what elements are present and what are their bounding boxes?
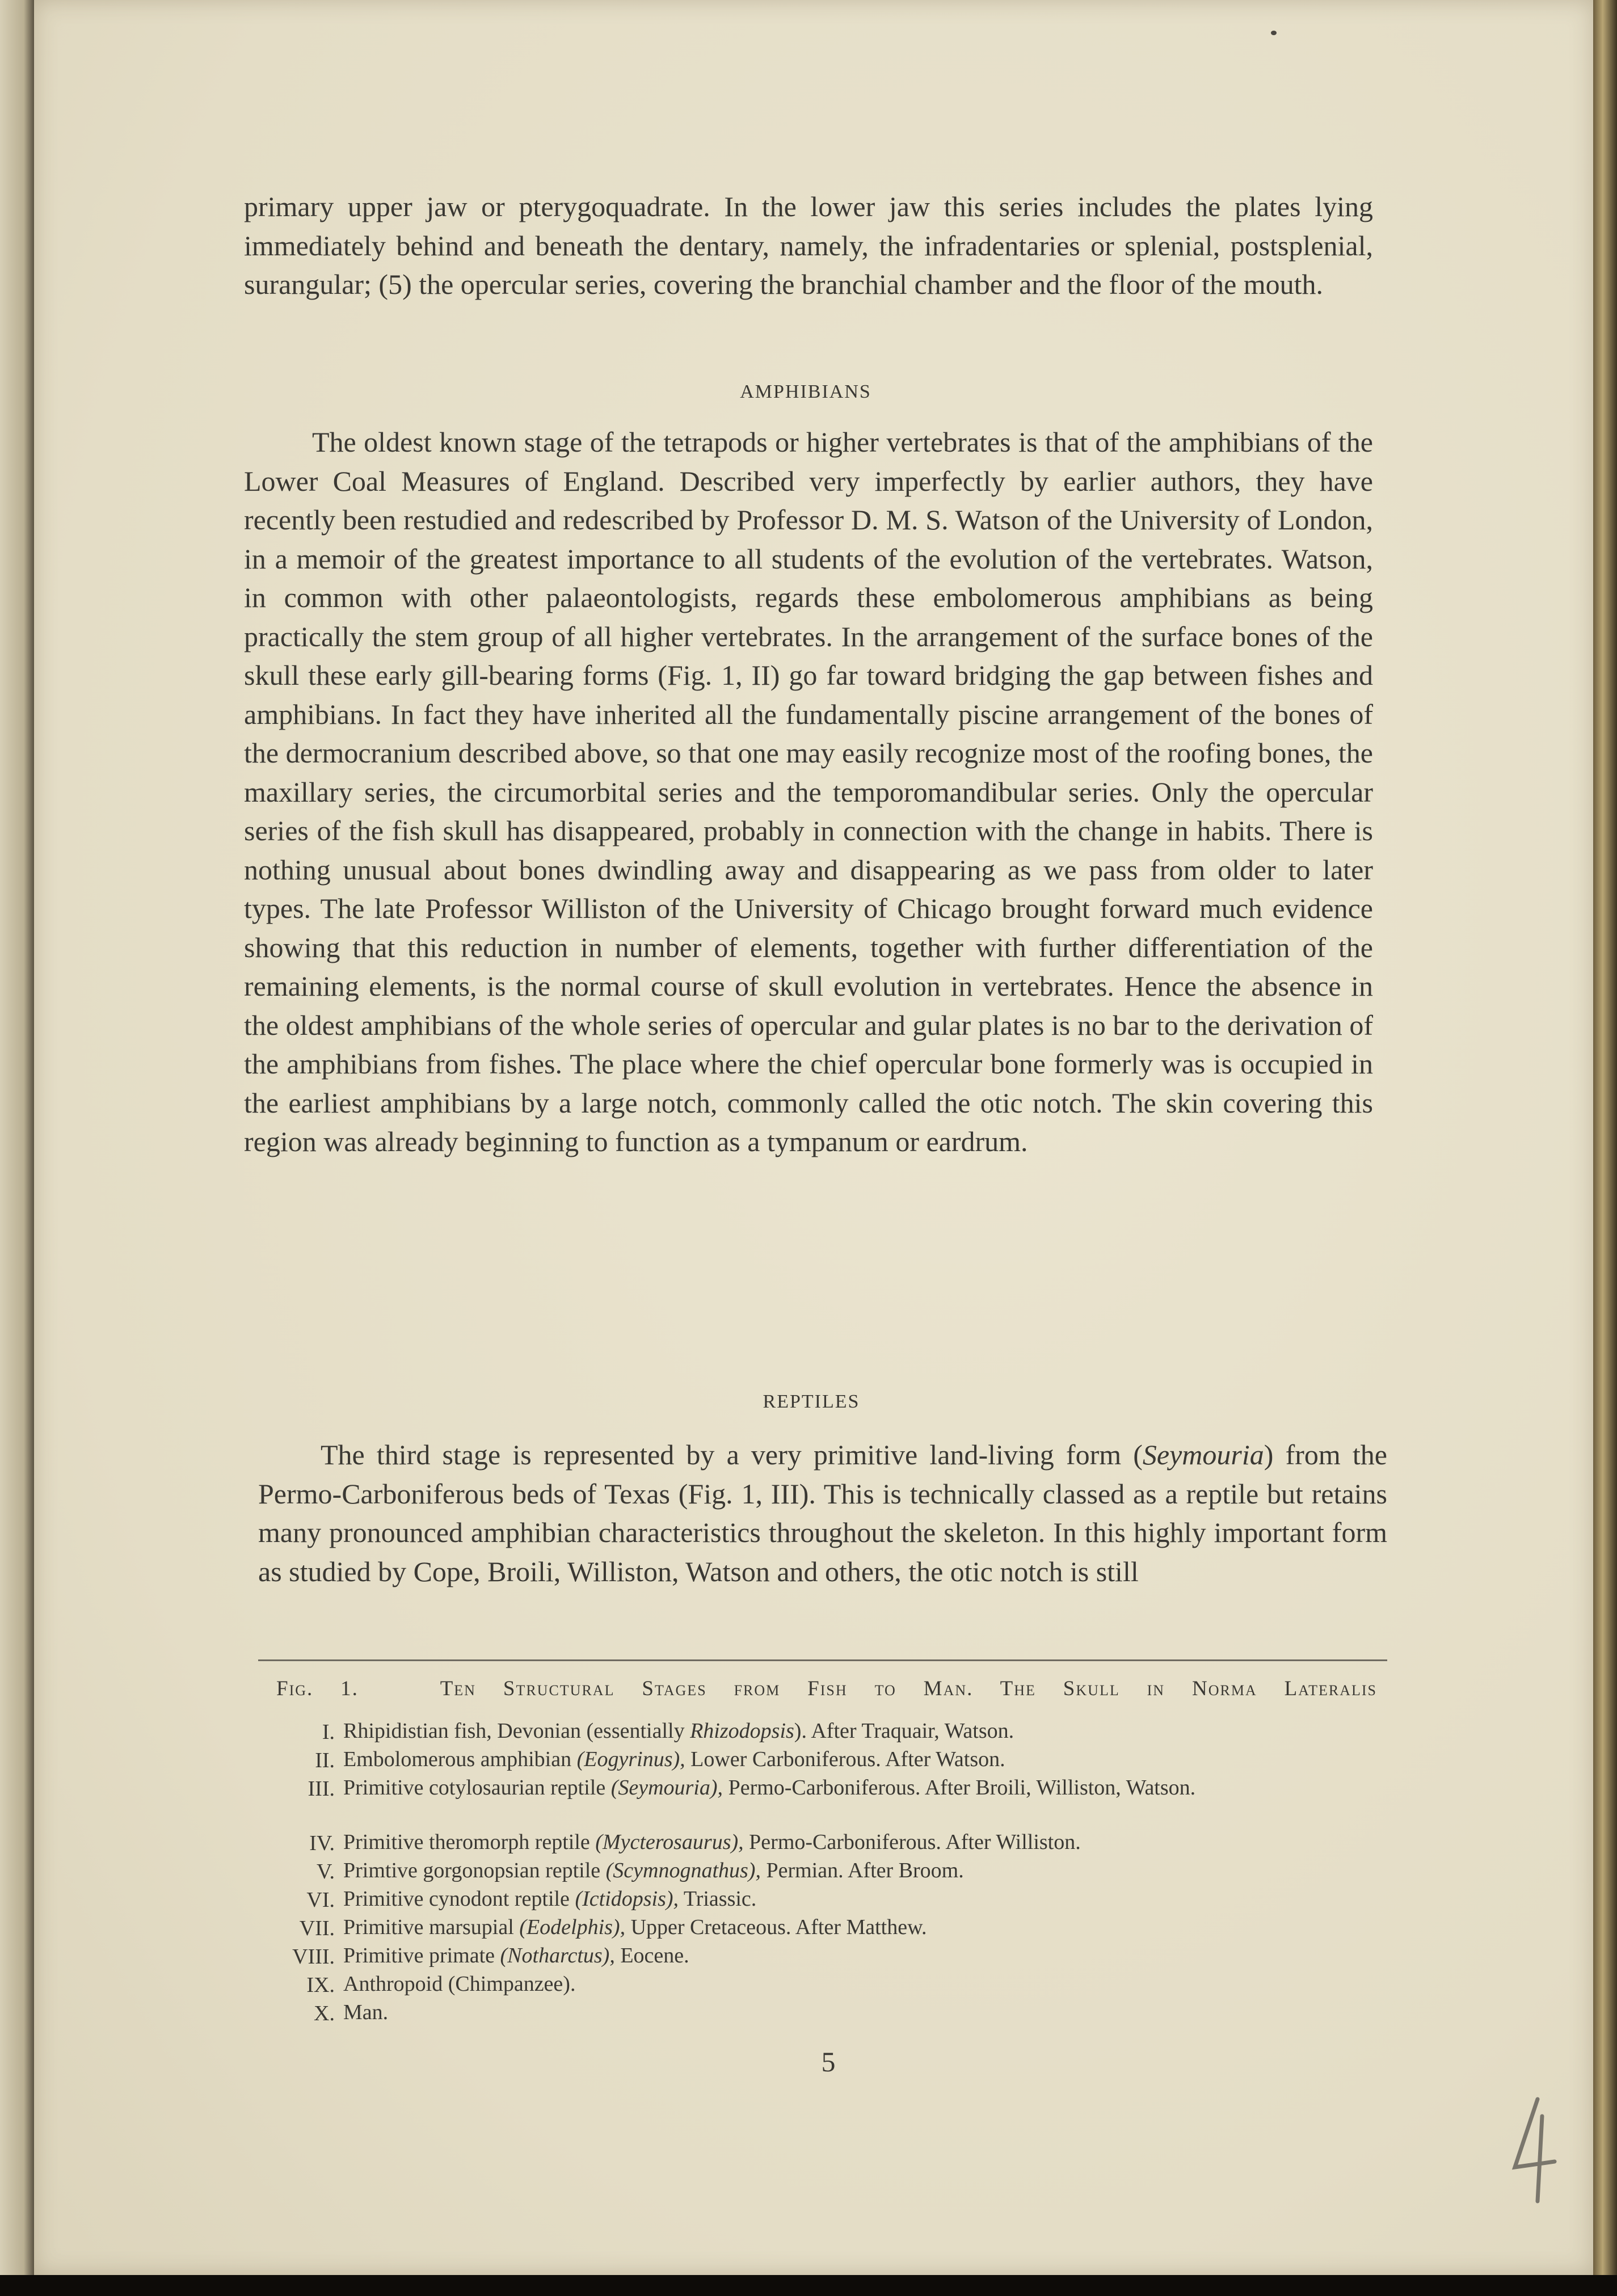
figure-item bbox=[250, 1914, 1407, 1943]
figure-item-number: I. bbox=[322, 1720, 335, 1744]
figure-item-number: X. bbox=[314, 2002, 335, 2025]
figure-list bbox=[250, 1718, 1407, 2028]
heading-reptiles: REPTILES bbox=[763, 1391, 860, 1412]
figure-item bbox=[250, 1999, 1407, 2028]
figure-item bbox=[250, 1886, 1407, 1914]
figure-item bbox=[250, 1943, 1407, 1971]
figure-item-text: Primtive gorgonopsian reptile (Scymnognathus), Permian. After Broom. bbox=[343, 1859, 964, 1882]
figure-item-number: IV. bbox=[309, 1831, 335, 1855]
paragraph-top: primary upper jaw or pterygoquadrate. In the lower jaw this series includes the plates lying immediately behind and beneath the dentary, namely, the infradentaries or splenial, postsplenial, surangular; (5) the opercular series, covering the branchial chamber and the floor of the mouth. bbox=[244, 191, 1373, 300]
figure-label: Fig. 1. bbox=[276, 1677, 359, 1700]
figure-item-number: VI. bbox=[306, 1888, 335, 1912]
figure-item-number: II. bbox=[315, 1749, 335, 1772]
handwritten-pencil-mark bbox=[1498, 2093, 1566, 2207]
page-bottom-edge bbox=[0, 2275, 1617, 2296]
figure-item bbox=[250, 1971, 1407, 1999]
figure-item-number: IX. bbox=[306, 1973, 335, 1997]
figure-item bbox=[250, 1829, 1407, 1857]
paragraph-amphibians: The oldest known stage of the tetrapods or higher vertebrates is that of the amphibians of the Lower Coal Measures of England. Described very imperfectly by earlier authors, they have recently been restudied and redescribed by Professor D. M. S. Watson of the University of London, in a memoir of the greatest importance to all students of the evolution of the vertebrates. Watson, in common with other palaeontologists, regards these embolomerous amphibians as being practically the stem group of all higher vertebrates. In the arrangement of the surface bones of the skull these early gill-bearing forms (Fig. 1, II) go far toward bridging the gap between fishes and amphibians. In fact they have inherited all the fundamentally piscine arrangement of the bones of the dermocranium described above, so that one may easily recognize most of the roofing bones, the maxillary series, the circumorbital series and the temporomandibular series. Only the opercular series of the fish skull has disappeared, probably in connection with the change in habits. There is nothing unusual about bones dwindling away and disappearing as we pass from older to later types. The late Professor Williston of the University of Chicago brought forward much evidence showing that this reduction in number of elements, together with further differentiation of the remaining elements, is the normal course of skull evolution in vertebrates. Hence the absence in the oldest amphibians of the whole series of opercular and gular plates is no bar to the derivation of the amphibians from fishes. The place where the chief opercular bone formerly was is occupied in the earliest amphibians by a large notch, commonly called the otic notch. The skin covering this region was already beginning to function as a tympanum or eardrum. bbox=[244, 426, 1373, 1157]
page-right-edge bbox=[1593, 0, 1617, 2296]
footnote-rule bbox=[258, 1659, 1387, 1661]
figure-item-text: Man. bbox=[343, 2000, 389, 2024]
paragraph-reptiles-before: The third stage is represented by a very primitive land-living form ( bbox=[321, 1439, 1143, 1471]
book-spine-shadow bbox=[0, 0, 34, 2275]
figure-item-number: III. bbox=[308, 1777, 335, 1801]
figure-item-text: Primitive primate (Notharctus), Eocene. bbox=[343, 1944, 689, 1968]
figure-item-text: Primitive theromorph reptile (Mycterosaurus), Permo-Carboniferous. After Williston. bbox=[343, 1830, 1081, 1854]
page-number: 5 bbox=[821, 2046, 836, 2078]
figure-item-text: Embolomerous amphibian (Eogyrinus), Lower Carboniferous. After Watson. bbox=[343, 1747, 1005, 1771]
figure-item bbox=[250, 1718, 1407, 1746]
figure-item-number: VIII. bbox=[292, 1945, 335, 1969]
figure-item-text: Primitive cotylosaurian reptile (Seymouria), Permo-Carboniferous. After Broili, Williston, Watson. bbox=[343, 1776, 1196, 1800]
figure-title: Ten Structural Stages from Fish to Man. The Skull in Norma Lateralis bbox=[440, 1677, 1378, 1700]
heading-amphibians: AMPHIBIANS bbox=[740, 381, 871, 402]
paragraph-reptiles-after: ) from the Permo-Carboniferous beds of Texas (Fig. 1, III). This is technically classed as a reptile but retains many pronounced amphibian characteristics throughout the skeleton. In this highly important form as studied by Cope, Broili, Williston, Watson and others, the otic notch is still bbox=[258, 1439, 1387, 1587]
paragraph-reptiles bbox=[258, 1435, 1387, 1591]
genus-seymouria: Seymouria bbox=[1142, 1439, 1264, 1471]
figure-item-number: VII. bbox=[299, 1916, 335, 1940]
figure-item bbox=[250, 1775, 1407, 1829]
figure-caption bbox=[276, 1676, 1377, 1701]
figure-item-number: V. bbox=[316, 1860, 335, 1884]
figure-item-text: Primitive cynodont reptile (Ictidopsis), Triassic. bbox=[343, 1887, 757, 1911]
figure-item bbox=[250, 1857, 1407, 1886]
figure-item-text: Anthropoid (Chimpanzee). bbox=[343, 1972, 576, 1996]
figure-item bbox=[250, 1746, 1407, 1775]
figure-item-text: Primitive marsupial (Eodelphis), Upper Cretaceous. After Matthew. bbox=[343, 1915, 927, 1939]
figure-item-text: Rhipidistian fish, Devonian (essentially Rhizodopsis). After Traquair, Watson. bbox=[343, 1719, 1014, 1743]
specks bbox=[1271, 31, 1277, 35]
